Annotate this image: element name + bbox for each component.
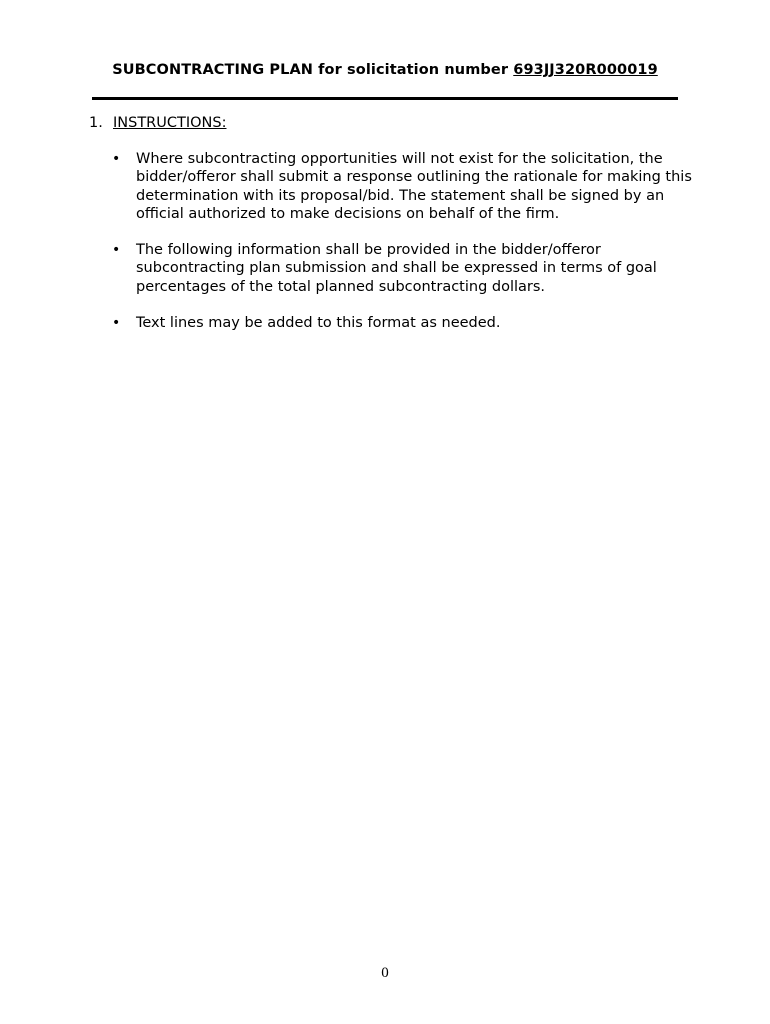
bullet-icon: • xyxy=(112,242,121,259)
section-title: INSTRUCTIONS: xyxy=(113,115,227,131)
list-item xyxy=(110,314,710,332)
list-item-text: The following information shall be provided in the bidder/offeror subcontracting plan submission and shall be expressed in terms of goal percentages of the total planned subcontracting dollars. xyxy=(136,242,657,295)
list-item xyxy=(110,241,710,296)
document-title-prefix: SUBCONTRACTING PLAN for solicitation number xyxy=(112,62,514,78)
bullet-icon: • xyxy=(112,315,121,332)
section-heading xyxy=(89,115,226,131)
instructions-list xyxy=(110,150,710,350)
solicitation-number: 693JJ320R000019 xyxy=(513,62,658,78)
document-title xyxy=(0,62,770,78)
list-item xyxy=(110,150,710,223)
section-number: 1. xyxy=(89,115,103,131)
header-divider xyxy=(92,97,678,100)
page-number: 0 xyxy=(381,965,389,981)
list-item-text: Where subcontracting opportunities will not exist for the solicitation, the bidder/offeror shall submit a response outlining the rationale for making this determination with its proposal/bid. The statement shall be signed by an official authorized to make decisions on behalf of the firm. xyxy=(136,151,692,222)
bullet-icon: • xyxy=(112,151,121,167)
list-item-text: Text lines may be added to this format as needed. xyxy=(136,315,501,332)
